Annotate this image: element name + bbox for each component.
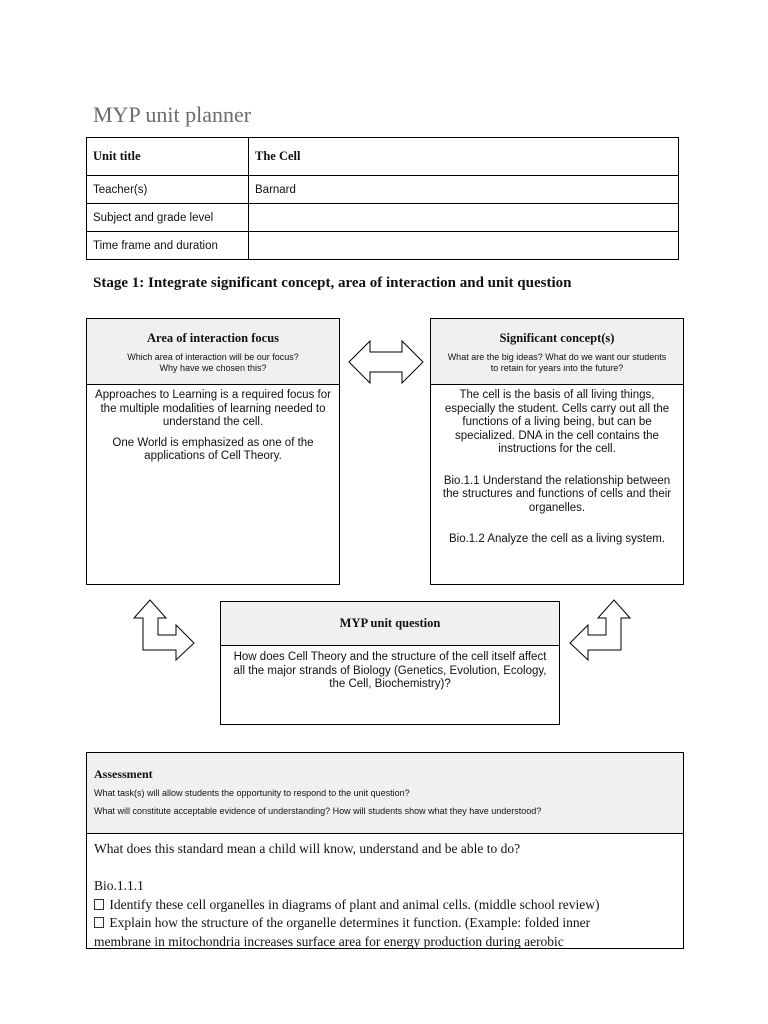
concept-subtitle: What are the big ideas? What do we want our students to retain for years into the future? [447,352,667,373]
concept-body [431,385,683,547]
assessment-body [87,834,683,951]
unit-question-header [221,602,559,646]
unit-info-table [86,137,679,260]
aoi-title: Area of interaction focus [146,331,280,345]
table-row [87,176,679,204]
stage1-heading: Stage 1: Integrate significant concept, area of interaction and unit question [93,275,572,291]
checkbox-icon [94,899,104,910]
subject-grade-value [249,204,679,232]
assessment-box [86,752,684,949]
unit-question-title: MYP unit question [339,616,441,630]
unit-question-box [220,601,560,725]
assessment-prompt-1: What task(s) will allow students the opportunity to respond to the unit question? [94,788,410,798]
time-frame-label: Time frame and duration [87,232,249,260]
assessment-title: Assessment [94,767,153,781]
concept-paragraph: Bio.1.1 Understand the relationship between the structures and functions of cells and their organelles. [442,474,672,514]
aoi-header [87,319,339,385]
aoi-box [86,318,340,585]
time-frame-value [249,232,679,260]
unit-question-text: How does Cell Theory and the structure of the cell itself affect all the major strands of Biology (Genetics, Evolution, Ecology, the Cell, Biochemistry)? [233,651,547,690]
teacher-label: Teacher(s) [87,176,249,204]
assessment-line: membrane in mitochondria increases surface area for energy production during aerobic [94,933,564,949]
aoi-paragraph: Approaches to Learning is a required focus for the multiple modalities of learning needed to understand the cell. [95,389,331,428]
document-title: MYP unit planner [93,102,252,127]
unit-title-label: Unit title [87,138,249,176]
assessment-prompt-2: What will constitute acceptable evidence of understanding? How will students show what they have understood? [94,806,542,816]
table-row [87,232,679,260]
concept-paragraph: Bio.1.2 Analyze the cell as a living system. [448,533,666,545]
checkbox-icon [94,917,104,928]
concept-title: Significant concept(s) [499,331,615,345]
assessment-line [94,859,683,878]
assessment-line [94,896,683,915]
assessment-header [87,753,683,834]
table-row [87,204,679,232]
concept-header [431,319,683,385]
teacher-value: Barnard [249,176,679,204]
bent-arrow-left-icon [130,598,196,662]
bent-arrow-right-icon [568,598,634,662]
double-arrow-icon [348,340,424,384]
concept-paragraph: The cell is the basis of all living things, especially the student. Cells carry out all the functions of a living being, but can be specialized. DNA in the cell contains the instructions for the cell. [444,389,670,455]
aoi-subtitle-2: Why have we chosen this? [159,363,267,373]
assessment-line-text: Identify these cell organelles in diagrams of plant and animal cells. (middle school review) [106,896,600,912]
assessment-line [94,914,683,933]
aoi-subtitle-1: Which area of interaction will be our focus? [127,352,299,362]
assessment-line: Bio.1.1.1 [94,878,144,893]
subject-grade-label: Subject and grade level [87,204,249,232]
aoi-body [87,385,339,464]
assessment-line: What does this standard mean a child will know, understand and be able to do? [94,841,521,856]
assessment-line-text: Explain how the structure of the organelle determines it function. (Example: folded inner [106,915,591,930]
table-row [87,138,679,176]
aoi-paragraph: One World is emphasized as one of the applications of Cell Theory. [112,436,314,462]
concept-box [430,318,684,585]
unit-title-value: The Cell [249,138,679,176]
